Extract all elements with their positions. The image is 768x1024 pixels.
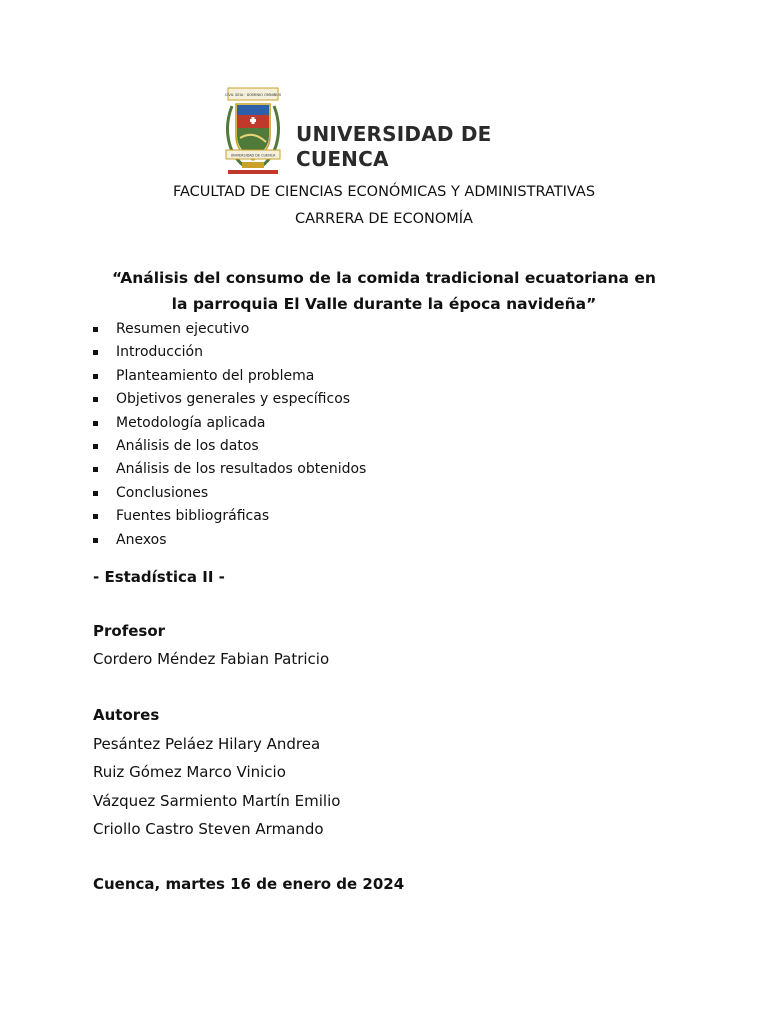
- bullet-icon: [93, 421, 98, 426]
- university-name-line1: UNIVERSIDAD DE: [296, 122, 492, 146]
- list-item-label: Planteamiento del problema: [116, 367, 315, 384]
- contents-list: [93, 318, 366, 552]
- list-item-label: Objetivos generales y específicos: [116, 391, 351, 408]
- author-name: Pesántez Peláez Hilary Andrea: [93, 735, 321, 753]
- bullet-icon: [93, 491, 98, 496]
- professor-label: Profesor: [93, 622, 166, 640]
- list-item: [93, 482, 366, 505]
- list-item: [93, 318, 366, 341]
- bullet-icon: [93, 397, 98, 402]
- list-item: [93, 365, 366, 388]
- list-item-label: Conclusiones: [116, 484, 209, 501]
- list-item-label: Fuentes bibliográficas: [116, 508, 270, 525]
- bullet-icon: [93, 467, 98, 472]
- bullet-icon: [93, 514, 98, 519]
- university-name: [296, 122, 492, 172]
- list-item: [93, 529, 366, 552]
- list-item: [93, 458, 366, 481]
- university-header: [222, 86, 552, 178]
- bullet-icon: [93, 538, 98, 543]
- list-item: [93, 435, 366, 458]
- list-item-label: Introducción: [116, 344, 203, 361]
- authors-list: [93, 734, 340, 847]
- list-item: [93, 412, 366, 435]
- bullet-icon: [93, 444, 98, 449]
- list-item: [93, 341, 366, 364]
- list-item-label: Resumen ejecutivo: [116, 321, 250, 337]
- bullet-icon: [93, 374, 98, 379]
- author-name: Vázquez Sarmiento Martín Emilio: [93, 791, 341, 810]
- list-item-label: Anexos: [116, 531, 167, 548]
- list-item-label: Análisis de los datos: [116, 437, 259, 454]
- professor-name: Cordero Méndez Fabian Patricio: [93, 650, 330, 668]
- faculty-name: FACULTAD DE CIENCIAS ECONÓMICAS Y ADMINISTRATIVAS: [172, 184, 596, 200]
- authors-label: Autores: [93, 706, 160, 724]
- list-item: [93, 388, 366, 411]
- university-name-line2: CUENCA: [296, 147, 389, 171]
- title-line2: la parroquia El Valle durante la época navideña”: [171, 295, 597, 313]
- author-name: Criollo Castro Steven Armando: [93, 819, 324, 838]
- svg-text:CIVIL SEIA · DOMINIO OMNIBUS: CIVIL SEIA · DOMINIO OMNIBUS: [224, 93, 282, 97]
- list-item: [93, 505, 366, 528]
- svg-text:UNIVERSIDAD DE CUENCA: UNIVERSIDAD DE CUENCA: [230, 153, 276, 158]
- document-date: Cuenca, martes 16 de enero de 2024: [93, 875, 405, 893]
- list-item-label: Metodología aplicada: [116, 414, 266, 431]
- course-name: - Estadística II -: [93, 568, 225, 586]
- author-name: Ruiz Gómez Marco Vinicio: [93, 763, 286, 782]
- document-title: [0, 265, 768, 317]
- university-crest-icon: [222, 86, 284, 178]
- title-line1: “Análisis del consumo de la comida tradicional ecuatoriana en: [112, 269, 656, 287]
- career-name: CARRERA DE ECONOMÍA: [295, 211, 473, 227]
- list-item-label: Análisis de los resultados obtenidos: [116, 461, 367, 478]
- bullet-icon: [93, 350, 98, 355]
- bullet-icon: [93, 327, 98, 332]
